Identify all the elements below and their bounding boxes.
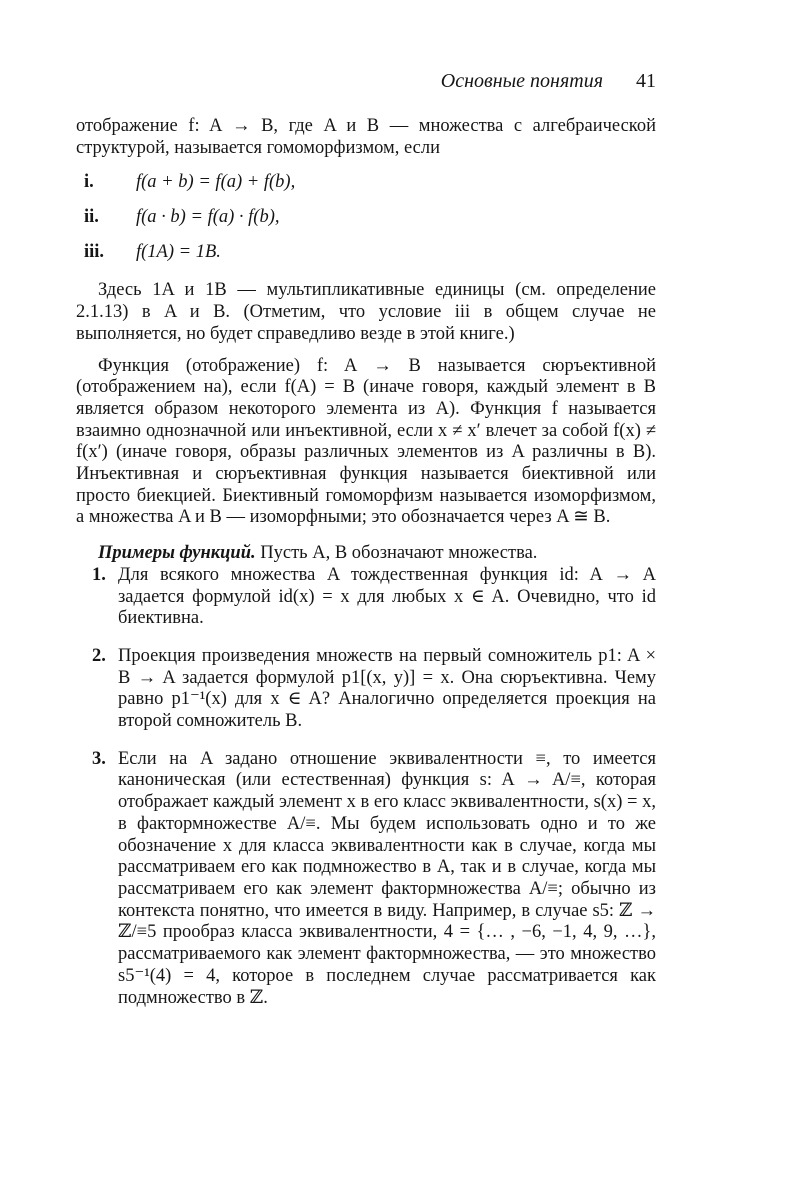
examples-list — [76, 565, 656, 1009]
example-item — [76, 565, 656, 630]
example-item — [76, 749, 656, 1009]
examples-header-line — [76, 543, 656, 565]
running-header — [0, 70, 656, 93]
chapter-title: Основные понятия — [440, 70, 603, 92]
intro-paragraph: отображение f: A → B, где A и B — множества с алгебраической структурой, называется гомоморфизмом, если — [76, 116, 656, 158]
definition-paragraph: Функция (отображение) f: A → B называется сюръективной (отображением на), если f(A) = B (иначе говоря, каждый элемент в B является образом некоторого элемента из A). Функция f называется взаимно однозначной или инъективной, если x ≠ x′ влечет за собой f(x) ≠ f(x′) (иначе говоря, образы различных элементов из A различны в B). Инъективная и сюръективная функция называется биективной или просто биекцией. Биективный гомоморфизм называется изоморфизмом, а множества A и B — изоморфными; это обозначается через A ≅ B. — [76, 355, 656, 528]
examples-heading: Примеры функций. — [98, 543, 256, 564]
condition-formula: f(1A) = 1B. — [136, 242, 221, 263]
example-item — [76, 646, 656, 733]
condition-formula: f(a · b) = f(a) · f(b), — [136, 207, 280, 228]
page-number: 41 — [636, 70, 656, 92]
example-text: Проекция произведения множеств на первый сомножитель p1: A × B → A задается формулой p1[(x, y)] = x. Она сюръективна. Чему равно p1⁻¹(x) для x ∈ A? Аналогично определяется проекция на второй сомножитель B. — [118, 645, 656, 732]
condition-label: i. — [84, 172, 94, 193]
example-number: 2. — [92, 645, 106, 666]
example-number: 1. — [92, 564, 106, 585]
examples-intro: Пусть A, B обозначают множества. — [260, 543, 538, 564]
condition-item — [76, 235, 656, 270]
condition-item — [76, 200, 656, 235]
condition-label: iii. — [84, 242, 105, 263]
condition-formula: f(a + b) = f(a) + f(b), — [136, 172, 296, 193]
example-number: 3. — [92, 748, 106, 769]
example-text: Если на A задано отношение эквивалентности ≡, то имеется каноническая (или естественная) функция s: A → A/≡, которая отображает каждый элемент x в его класс эквивалентности, s(x) = x, в фактормножестве A/≡. Мы будем использовать одно и то же обозначение x для класса эквивалентности как в случае, когда мы рассматриваем его как подмножество в A, так и в случае, когда мы рассматриваем его как элемент фактормножества A/≡; обычно из контекста понятно, что имеется в виду. Например, в случае s5: ℤ → ℤ/≡5 прообраз класса эквивалентности, 4 = {… , −6, −1, 4, 9, …}, рассматриваемого как элемент фактормножества, — это множество s5⁻¹(4) = 4, которое в последнем случае рассматривается как подмножество в ℤ. — [118, 748, 656, 1008]
homomorphism-conditions — [76, 165, 656, 270]
condition-label: ii. — [84, 207, 99, 228]
note-paragraph: Здесь 1A и 1B — мультипликативные единицы (см. определение 2.1.13) в A и B. (Отметим, что условие iii в общем случае не выполняется, но будет справедливо везде в этой книге.) — [76, 280, 656, 344]
condition-item — [76, 165, 656, 200]
page-body — [76, 116, 656, 1009]
example-text: Для всякого множества A тождественная функция id: A → A задается формулой id(x) = x для любых x ∈ A. Очевидно, что id биективна. — [118, 564, 656, 629]
